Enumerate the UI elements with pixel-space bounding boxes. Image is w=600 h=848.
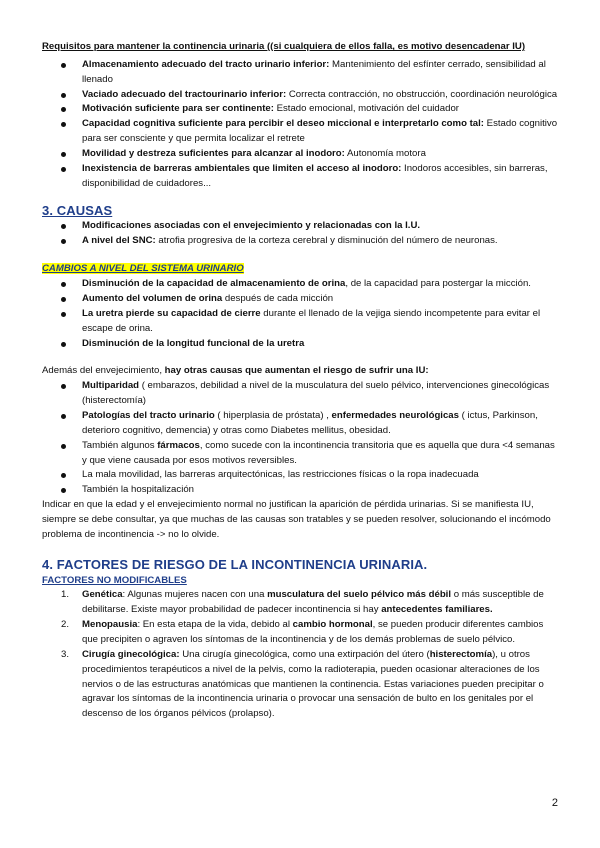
item-bold: Disminución de la capacidad de almacenamiento de orina	[82, 278, 346, 290]
item-text: , de la capacidad para postergar la micción.	[345, 278, 531, 290]
item-bold: Patologías del tracto urinario	[82, 409, 215, 421]
item-text: ( ictus, Parkinson, deterioro cognitivo, demencia) y otras como Diabetes mellitus, obesidad.	[82, 409, 538, 436]
item-bold: musculatura del suelo pélvico más débil	[267, 589, 452, 601]
list-item	[42, 483, 558, 498]
factores-list	[42, 588, 558, 722]
requisitos-list	[42, 58, 558, 192]
list-item	[42, 588, 558, 618]
item-text: Inodoros accesibles, sin barreras, disponibilidad de cuidadores...	[82, 162, 548, 189]
item-bold: cambio hormonal	[292, 619, 373, 631]
otras-causas-list	[42, 379, 558, 498]
item-text: ( hiperplasia de próstata) ,	[214, 409, 332, 421]
item-bold: Menopausia	[82, 619, 138, 631]
factores-subheading: FACTORES NO MODIFICABLES	[42, 574, 187, 586]
item-bold: La uretra pierde su capacidad de cierre	[82, 307, 261, 319]
list-item	[42, 292, 558, 307]
sistema-list	[42, 277, 558, 351]
item-number: 2.	[61, 619, 70, 631]
item-bold: Almacenamiento adecuado del tracto urinario inferior:	[82, 58, 330, 70]
item-text: Una cirugía ginecológica, como una extirpación del útero (	[179, 648, 430, 660]
causas-list	[42, 219, 558, 249]
list-item	[42, 439, 558, 469]
intro-bold: hay otras causas que aumentan el riesgo de sufrir una IU:	[164, 365, 429, 377]
sistema-heading-line	[42, 262, 558, 277]
item-text: También la hospitalización	[82, 484, 194, 496]
document-page	[42, 40, 558, 722]
otras-causas-intro	[42, 364, 558, 379]
item-text: Estado emocional, motivación del cuidador	[273, 103, 459, 115]
item-bold: Genética	[82, 589, 123, 601]
list-item	[42, 409, 558, 439]
item-bold: enfermedades neurológicas	[331, 409, 459, 421]
list-item	[42, 162, 558, 192]
list-item	[42, 379, 558, 409]
item-number: 1.	[61, 589, 70, 601]
list-item	[42, 117, 558, 147]
list-item	[42, 307, 558, 337]
item-bold: Multiparidad	[82, 380, 140, 392]
item-text: Mantenimiento del esfínter cerrado, sensibilidad al llenado	[82, 58, 546, 85]
item-bold: Motivación suficiente para ser continente:	[82, 103, 274, 115]
item-bold: fármacos	[157, 439, 200, 451]
list-item	[42, 277, 558, 292]
factores-title: 4. FACTORES DE RIESGO DE LA INCONTINENCIA URINARIA.	[42, 556, 428, 572]
list-item	[42, 102, 558, 117]
item-bold: Capacidad cognitiva suficiente para percibir el deseo miccional e interpretarlo como tal:	[82, 118, 484, 130]
item-bold: A nivel del SNC:	[82, 235, 156, 247]
item-bold: Modificaciones asociadas con el envejecimiento y relacionadas con la I.U.	[82, 220, 421, 232]
item-text: ), u otros procedimientos terapéuticos a nivel de la pelvis, como la radioterapia, pueden ocasionar alteraciones de los nervios o de las estructuras anatómicas que mantienen la continencia. Estas variaciones pueden precipitar o agravar los síntomas de la incontinencia urinaria o provocar una sensación de bulto en los genitales por el descenso de los órganos pélvicos (prolapso).	[82, 648, 544, 720]
item-bold: Movilidad y destreza suficientes para alcanzar al inodoro:	[82, 148, 345, 160]
item-text: o más susceptible de debilitarse. Existe mayor probabilidad de padecer incontinencia si hay	[82, 589, 544, 616]
list-item	[42, 147, 558, 162]
page-number: 2	[551, 796, 558, 809]
item-bold: histerectomía	[429, 648, 493, 660]
item-text: : En esta etapa de la vida, debido al	[137, 619, 293, 631]
requisitos-heading: Requisitos para mantener la continencia urinaria ((si cualquiera de ellos falla, es motivo desencadenar IU)	[42, 41, 526, 52]
list-item	[42, 234, 558, 249]
item-text: La mala movilidad, las barreras arquitectónicas, las restricciones físicas o la ropa inadecuada	[82, 469, 479, 481]
item-text: También algunos	[82, 439, 158, 451]
item-text: , se pueden producir diferentes cambios que precipiten o agraven los síntomas de la incontinencia y de los demás problemas de suelo pélvico.	[82, 619, 544, 645]
item-text: Correcta contracción, no obstrucción, coordinación neurológica	[286, 88, 558, 100]
causas-title: 3. CAUSAS	[42, 202, 113, 218]
item-bold: Vaciado adecuado del tractourinario inferior:	[82, 88, 287, 100]
item-number: 3.	[61, 648, 70, 660]
item-text: , como sucede con la incontinencia transitoria que es aquella que dura <4 semanas y que viene causada por esos motivos reversibles.	[82, 439, 555, 466]
item-bold: Cirugía ginecológica:	[82, 648, 180, 660]
list-item	[42, 618, 558, 648]
list-item	[42, 337, 558, 352]
item-text: después de cada micción	[222, 292, 334, 304]
item-text: durante el llenado de la vejiga siendo incompetente para evitar el escape de orina.	[82, 307, 541, 334]
item-text: : Algunas mujeres nacen con una	[122, 589, 268, 601]
list-item	[42, 468, 558, 483]
conclusion-paragraph: Indicar en que la edad y el envejecimiento normal no justifican la aparición de pérdida urinarias. Si se manifiesta IU, siempre se debe consultar, ya que muchas de las causas son tratables y se pueden resolver, solucionando el incómodo problema de incontinencia -> no lo olvide.	[42, 499, 551, 540]
item-text: ( embarazos, debilidad a nivel de la musculatura del suelo pélvico, intervenciones ginecológicas (histerectomía)	[82, 380, 550, 407]
list-item	[42, 648, 558, 722]
item-bold: Aumento del volumen de orina	[82, 292, 223, 304]
list-item	[42, 58, 558, 88]
item-text: atrofia progresiva de la corteza cerebral y disminución del número de neuronas.	[155, 235, 498, 247]
sistema-heading: CAMBIOS A NIVEL DEL SISTEMA URINARIO	[42, 263, 244, 275]
item-bold: Disminución de la longitud funcional de la uretra	[82, 337, 305, 349]
intro-text: Además del envejecimiento,	[42, 365, 165, 377]
list-item	[42, 219, 558, 234]
item-text: Autonomía motora	[344, 148, 426, 160]
item-bold: antecedentes familiares.	[381, 604, 493, 616]
list-item	[42, 88, 558, 103]
item-bold: Inexistencia de barreras ambientales que limiten el acceso al inodoro:	[82, 162, 402, 174]
item-text: Estado cognitivo para ser consciente y que permita localizar el retrete	[82, 118, 558, 145]
